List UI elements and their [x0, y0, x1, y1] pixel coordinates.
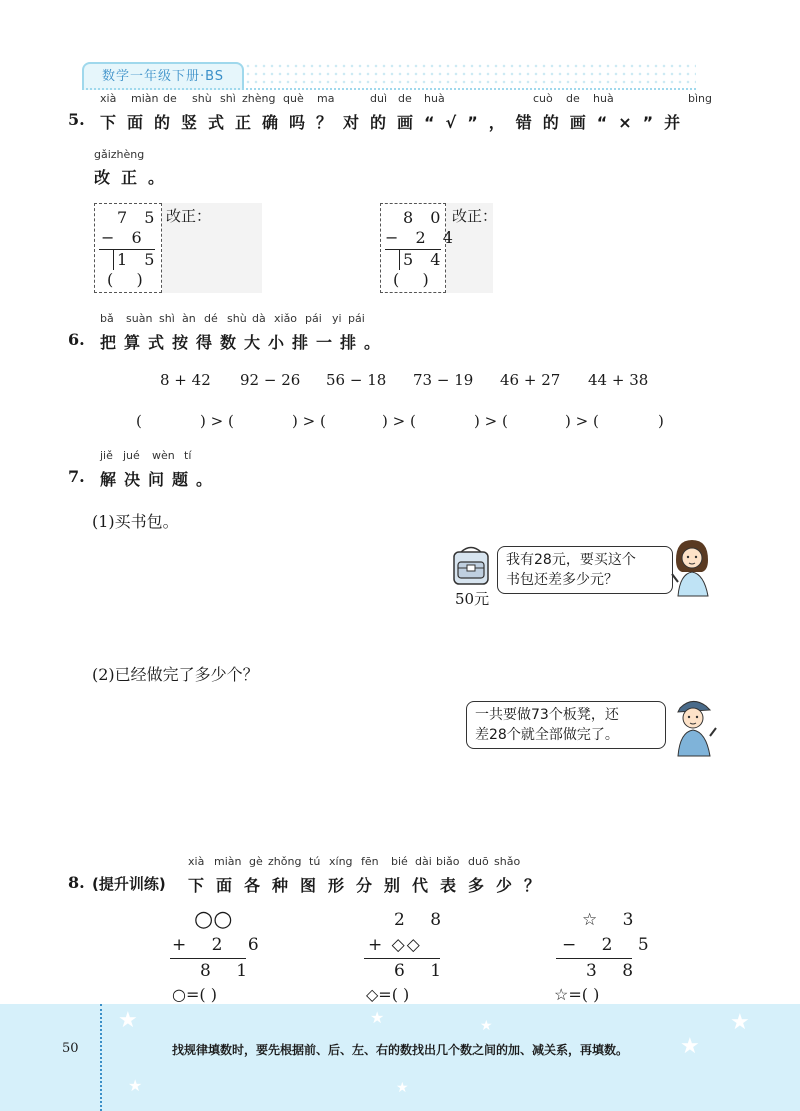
puzzle3-line	[556, 958, 632, 959]
q7-text: 解决问题。	[100, 470, 221, 489]
q7-part2-label: (2)已经做完了多少个？	[92, 665, 259, 684]
puzzle2-op: + ◇◇	[368, 935, 422, 955]
calc1-top: 7 5	[117, 208, 161, 227]
calc1-result: 1 5	[117, 250, 161, 269]
schoolbag-price: 50元	[455, 590, 490, 608]
calc2-bar	[399, 250, 400, 270]
schoolbag-icon	[448, 544, 494, 588]
footer-separator	[100, 1004, 102, 1111]
calc1-bar	[113, 250, 114, 270]
q6-number: 6.	[68, 330, 85, 349]
q6-blank-5[interactable]: ) > (	[565, 412, 599, 430]
q7-number: 7.	[68, 467, 85, 486]
header-line	[82, 88, 696, 90]
bubble1-line2: 书包还差多少元？	[506, 572, 618, 588]
q5-vertical-calc-1	[94, 203, 162, 293]
speech-bubble-2	[466, 701, 666, 749]
puzzle1-answer[interactable]: ○=( )	[172, 985, 217, 1004]
q8-prefix: (提升训练)	[92, 875, 166, 893]
puzzle2-answer[interactable]: ◇=( )	[366, 985, 410, 1004]
footer-tip: 找规律填数时，要先根据前、后、左、右的数找出几个数之间的加、减关系，再填数。	[172, 1043, 629, 1057]
q8-text: 下面各种图形分别代表多少？	[188, 876, 553, 895]
star-icon: ★	[480, 1018, 493, 1034]
puzzle3-result: 3 8	[586, 961, 644, 981]
book-title-tab: 数学一年级下册·BS	[82, 62, 244, 90]
puzzle2-top: 2 8	[394, 910, 452, 930]
page-number: 50	[62, 1041, 79, 1056]
puzzle3-top: ☆ 3	[582, 910, 644, 930]
q6-expression-1: 8 + 42	[160, 371, 211, 389]
q5-text-line2: 改正。	[94, 168, 176, 187]
q5-correct-label-2: 改正：	[452, 207, 498, 225]
girl-character-icon	[668, 538, 716, 598]
speech-bubble-1	[497, 546, 673, 594]
q6-blank-2[interactable]: ) > (	[292, 412, 326, 430]
circle-pair: ○○	[194, 907, 233, 932]
q6-expression-5: 46 + 27	[500, 371, 561, 389]
q7-part1-label: (1)买书包。	[92, 512, 179, 531]
puzzle2-result: 6 1	[394, 961, 452, 981]
q6-blank-4[interactable]: ) > (	[474, 412, 508, 430]
puzzle3-op: − 2 5	[562, 935, 659, 955]
star-icon: ★	[730, 1010, 750, 1035]
puzzle1-line	[170, 958, 246, 959]
calc2-result: 5 4	[403, 250, 447, 269]
q5-text-line1: 下面的竖式正确吗？对的画“√”，错的画“×”并	[100, 113, 692, 132]
q6-expression-3: 56 − 18	[326, 371, 387, 389]
q6-text: 把算式按得数大小排一排。	[100, 333, 389, 352]
q6-blank-close: )	[658, 412, 664, 430]
q6-expression-6: 44 + 38	[588, 371, 649, 389]
boy-character-icon	[668, 694, 718, 758]
q6-expression-2: 92 − 26	[240, 371, 301, 389]
puzzle1-op: + 2 6	[172, 935, 269, 955]
bubble1-line1: 我有28元，要买这个	[506, 552, 636, 568]
q6-expression-4: 73 − 19	[413, 371, 474, 389]
q5-vertical-calc-2	[380, 203, 459, 293]
q8-puzzle-1	[170, 905, 269, 1005]
star-icon: ★	[680, 1034, 700, 1059]
calc1-mark[interactable]: ( )	[107, 270, 145, 289]
q8-puzzle-3	[554, 905, 659, 1005]
q5-correct-label-1: 改正：	[166, 207, 212, 225]
bubble2-line2: 差28个就全部做完了。	[475, 727, 619, 743]
calc2-op: − 2 4	[385, 228, 459, 247]
puzzle3-answer[interactable]: ☆=( )	[554, 985, 600, 1004]
puzzle1-result: 8 1	[200, 961, 258, 981]
bubble2-line1: 一共要做73个板凳，还	[475, 707, 619, 723]
star-icon: ★	[128, 1076, 143, 1095]
q8-puzzle-2	[364, 905, 452, 1005]
q6-blank-3[interactable]: ) > (	[382, 412, 416, 430]
calc2-mark[interactable]: ( )	[393, 270, 431, 289]
star-icon: ★	[396, 1080, 409, 1096]
calc1-op: − 6	[101, 228, 148, 247]
q5-pinyin2: gǎizhèng	[94, 148, 145, 161]
star-icon: ★	[370, 1008, 385, 1027]
calc2-top: 8 0	[403, 208, 447, 227]
q8-number: 8.	[68, 873, 85, 892]
puzzle2-line	[364, 958, 440, 959]
star-icon: ★	[118, 1008, 138, 1033]
q6-blank-1[interactable]: ) > (	[200, 412, 234, 430]
q5-number: 5.	[68, 110, 85, 129]
header-dots	[244, 62, 696, 88]
q6-blank-open: (	[136, 412, 142, 430]
